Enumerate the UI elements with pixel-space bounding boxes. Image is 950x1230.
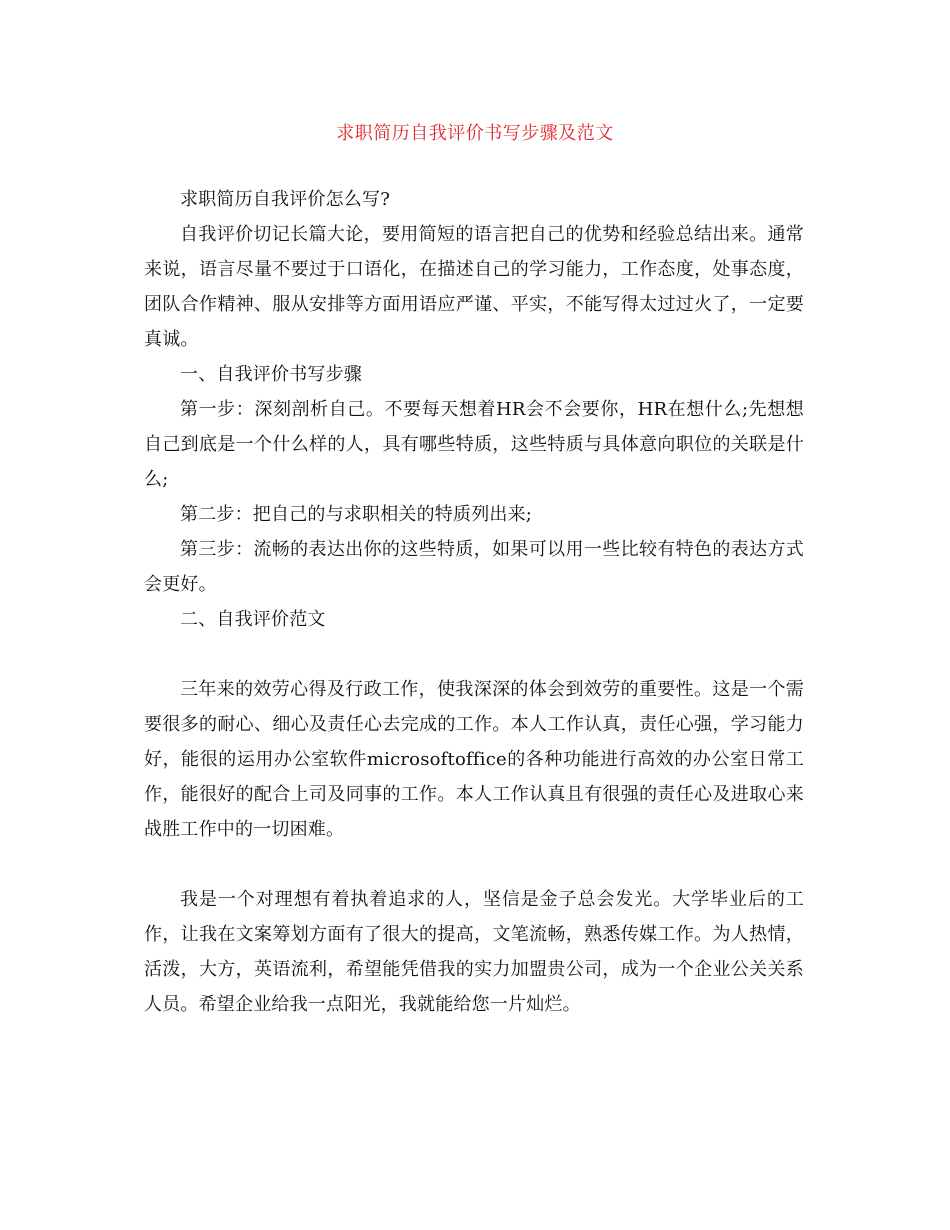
paragraph-intro: 自我评价切记长篇大论，要用简短的语言把自己的优势和经验总结出来。通常来说，语言尽量不要过于口语化，在描述自己的学习能力，工作态度，处事态度，团队合作精神、服从安排等方面用语应严谨、平实，不能写得太过过火了，一定要真诚。 [144,224,804,350]
section-heading-steps: 一、自我评价书写步骤 [180,364,362,385]
paragraph-example-one: 三年来的效劳心得及行政工作，使我深深的体会到效劳的重要性。这是一个需要很多的耐心、细心及责任心去完成的工作。本人工作认真，责任心强，学习能力好，能很的运用办公室软件microsoftoffice的各种功能进行高效的办公室日常工作，能很好的配合上司及同事的工作。本人工作认真且有很强的责任心及进取心来战胜工作中的一切困难。 [144,679,804,840]
paragraph-step-one: 第一步：深刻剖析自己。不要每天想着HR会不会要你，HR在想什么;先想想自己到底是一个什么样的人，具有哪些特质，这些特质与具体意向职位的关联是什么; [144,399,804,490]
spacer [144,847,804,882]
document-body [144,182,804,1022]
document-title: 求职简历自我评价书写步骤及范文 [336,123,614,144]
paragraph-step-two: 第二步：把自己的与求职相关的特质列出来; [180,504,533,525]
paragraph-question: 求职简历自我评价怎么写? [180,189,391,210]
paragraph-example-two: 我是一个对理想有着执着追求的人，坚信是金子总会发光。大学毕业后的工作，让我在文案筹划方面有了很大的提高，文笔流畅，熟悉传媒工作。为人热情，活泼，大方，英语流利，希望能凭借我的实力加盟贵公司，成为一个企业公关关系人员。希望企业给我一点阳光，我就能给您一片灿烂。 [144,889,804,1015]
section-heading-examples: 二、自我评价范文 [180,609,326,630]
paragraph-step-three: 第三步：流畅的表达出你的这些特质，如果可以用一些比较有特色的表达方式会更好。 [144,539,804,595]
spacer [144,637,804,672]
